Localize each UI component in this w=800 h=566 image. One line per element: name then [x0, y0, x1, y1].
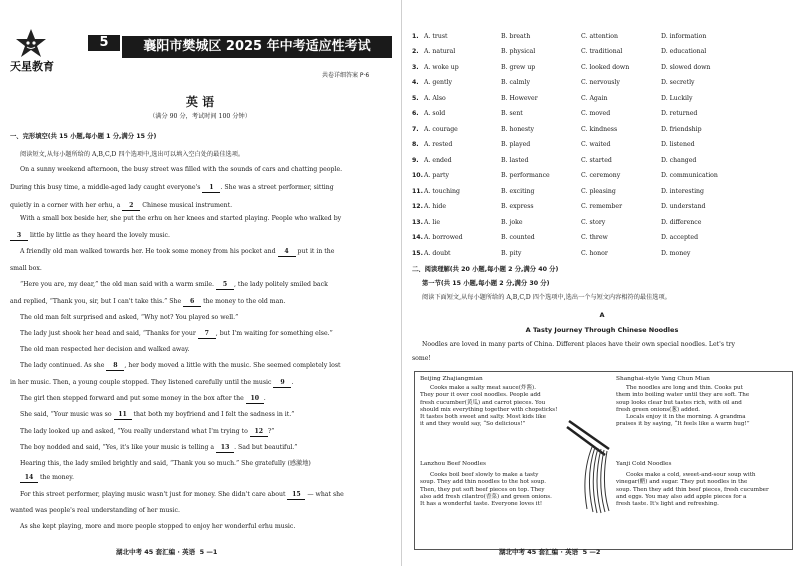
noodles-box	[414, 371, 793, 550]
right-page	[404, 0, 800, 566]
passage-line: During this busy time, a middle-aged lady caught everyone's 1 . She was a street performer, sitting	[10, 184, 334, 191]
star-logo-icon	[14, 28, 48, 58]
section2-instruction: 阅读下面短文,从每小题所给的 A,B,C,D 四个选项中,选出一个与短文内容相符的最佳选项。	[422, 294, 671, 301]
passage-line: “Here you are, my dear,” the old man said with a warm smile. 5 , the lady politely smiled back	[20, 281, 328, 288]
passage-line: Hearing this, the lady smiled brightly and said, “Thank you so much.” She gratefully (感激地)	[20, 460, 311, 467]
passage-letter: A	[599, 311, 605, 319]
passage-line: small box.	[10, 265, 42, 272]
blank-7: 7	[198, 330, 216, 339]
right-page-number: 5 —2	[582, 548, 601, 556]
section1-instruction: 阅读短文,从每小题所给的 A,B,C,D 四个选项中,选出可以填入空白处的最佳选项。	[20, 151, 245, 158]
answer-reference: 共卷详细答案 P·6	[322, 72, 370, 79]
blank-8: 8	[106, 362, 124, 371]
passage-line: She said, “Your music was so 11 that both my boyfriend and I felt the sadness in it.”	[20, 411, 295, 418]
passage-line: 14 the money.	[20, 474, 74, 483]
blank-4: 4	[278, 248, 296, 257]
passage-line: 3 little by little as they heard the lovely music.	[10, 232, 170, 241]
passage-line: For this street performer, playing music wasn't just for money. She didn't care about 15 — what she	[20, 491, 344, 498]
lanzhou-title: Lanzhou Beef Noodles	[420, 461, 487, 467]
blank-13: 13	[216, 444, 234, 453]
left-footer: 湖北中考 45 套汇编 · 英语 5 —1	[116, 548, 218, 556]
passage-line: The girl then stepped forward and put some money in the box after the 10 .	[20, 395, 266, 402]
passage-line: in her music. Then, a young couple stopped. They listened carefully until the music 9 .	[10, 379, 294, 386]
score-info: （满分 90 分，考试时间 100 分钟）	[149, 113, 251, 120]
blank-5: 5	[216, 281, 234, 290]
beijing-title: Beijing Zhajiangmian	[420, 376, 483, 382]
brand-name: 天星教育	[10, 60, 54, 73]
page-divider	[401, 0, 402, 566]
shanghai-text: The noodles are long and thin. Cooks put them into boiling water until they are soft. The soup looks clear but tastes rich, with oil and fresh green onions(葱) added. Locals enjoy it in the morning. A grandma praises it by saying, “It feels like a warm hug!”	[616, 385, 750, 428]
section1-heading: 一、完形填空(共 15 小题,每小题 1 分,满分 15 分)	[10, 133, 157, 140]
passage-line: quietly in a corner with her erhu, a 2 Chinese musical instrument.	[10, 202, 233, 209]
passage-line: On a sunny weekend afternoon, the busy street was filled with the sounds of cars and chatting people.	[20, 166, 343, 173]
passage-line: A friendly old man walked towards her. He took some money from his pocket and 4 put it in the	[20, 248, 335, 255]
lanzhou-text: Cooks boil beef slowly to make a tasty soup. They add thin noodles to the hot soup. Then, they put soft beef pieces on top. They also add fresh cilantro(香菜) and green onions. It has a wonderful taste. Everyone loves it!	[420, 472, 552, 508]
passage-line: wanted was people's real understanding of her music.	[10, 507, 180, 514]
right-footer: 湖北中考 45 套汇编 · 英语 5 —2	[499, 548, 601, 556]
passage-line: and replied, “Thank you, sir, but I can't take this.” She 6 the money to the old man.	[10, 298, 286, 305]
blank-10: 10	[246, 395, 264, 404]
set-number-badge: 5	[88, 35, 120, 51]
passage-line: The lady just shook her head and said, “Thanks for your 7 , but I'm waiting for something else.”	[20, 330, 333, 337]
blank-6: 6	[183, 298, 201, 307]
passage-line: As she kept playing, more and more people stopped to enjoy her wonderful erhu music.	[20, 523, 296, 530]
blank-12: 12	[250, 428, 268, 437]
blank-3: 3	[10, 232, 28, 241]
passage-line: The old man respected her decision and walked away.	[20, 346, 190, 353]
blank-2: 2	[122, 202, 140, 211]
story-intro-cont: some!	[412, 355, 431, 362]
blank-11: 11	[114, 411, 132, 420]
blank-9: 9	[273, 379, 291, 388]
subject-title: 英 语	[185, 95, 215, 109]
passage-line: The boy nodded and said, “Yes, it's like your music is telling a 13 . Sad but beautiful.”	[20, 444, 298, 451]
options-list: 1. A. trust B. breath C. attention D. information 2. A. natural B. physical C. traditional D. educational 3. A. woke up B. grew up C. looked down D. slowed down 4. A. gently B. calmly C. nervously D. secretly 5. A. Also B. However C. Again D. Luckily 6. A. sold B. sent C. moved D. returned 7. A. courage B. honesty C. kindness D. friendship 8. A. rested B. played C. waited D. listened 9. A. ended B. lasted C. started D. changed 10. A. party B. performance C. ceremony D. communication 11. A. touching B. exciting C. pleasing D. interesting 12. A. hide B. express C. remember D. understand 13. A. lie B. joke C. story D. difference 14. A. borrowed B. counted C. threw D. accepted 15. A. doubt B. pity C. honor D. money	[412, 33, 718, 257]
beijing-text: Cooks make a salty meat sauce(炸酱). They pour it over cool noodles. People add fresh cucumber(黄瓜) and carrot pieces. You should mix everything together with chopsticks! It tastes both sweet and salty. Most kids like it and they would say, “So delicious!”	[420, 385, 558, 428]
section2-heading: 二、阅读理解(共 20 小题,每小题 2 分,满分 40 分)	[412, 266, 559, 273]
yanji-title: Yanji Cold Noodles	[616, 461, 672, 467]
passage-line: The lady looked up and asked, “You really understand what I'm trying to 12 ?”	[20, 428, 275, 435]
story-title: A Tasty Journey Through Chinese Noodles	[525, 326, 679, 334]
blank-1: 1	[202, 184, 220, 193]
blank-15: 15	[287, 491, 305, 500]
section2-part-heading: 第一节(共 15 小题,每小题 2 分,满分 30 分)	[422, 280, 550, 287]
noodles-chopsticks-illustration	[565, 417, 621, 517]
passage-line: The lady continued. As she 8 , her body moved a little with the music. She seemed completely lost	[20, 362, 341, 369]
shanghai-title: Shanghai-style Yang Chun Mian	[616, 376, 710, 382]
blank-14: 14	[20, 474, 38, 483]
yanji-text: Cooks make a cold, sweet-and-sour soup with vinegar(醋) and sugar. They put noodles in the soup. Then they add thin beef pieces, fresh cucumber and eggs. You may also add apple pieces for a fresh taste. It's light and refreshing.	[616, 472, 769, 508]
story-intro: Noodles are loved in many parts of China. Different places have their own special noodles. Let's try	[422, 341, 735, 348]
left-page-number: 5 —1	[199, 548, 218, 556]
passage-line: With a small box beside her, she put the erhu on her knees and started playing. People who walked by	[20, 215, 342, 222]
exam-title: 襄阳市樊城区 2025 年中考适应性考试	[122, 36, 392, 58]
passage-line: The old man felt surprised and asked, “Why not? You played so well.”	[20, 314, 239, 321]
